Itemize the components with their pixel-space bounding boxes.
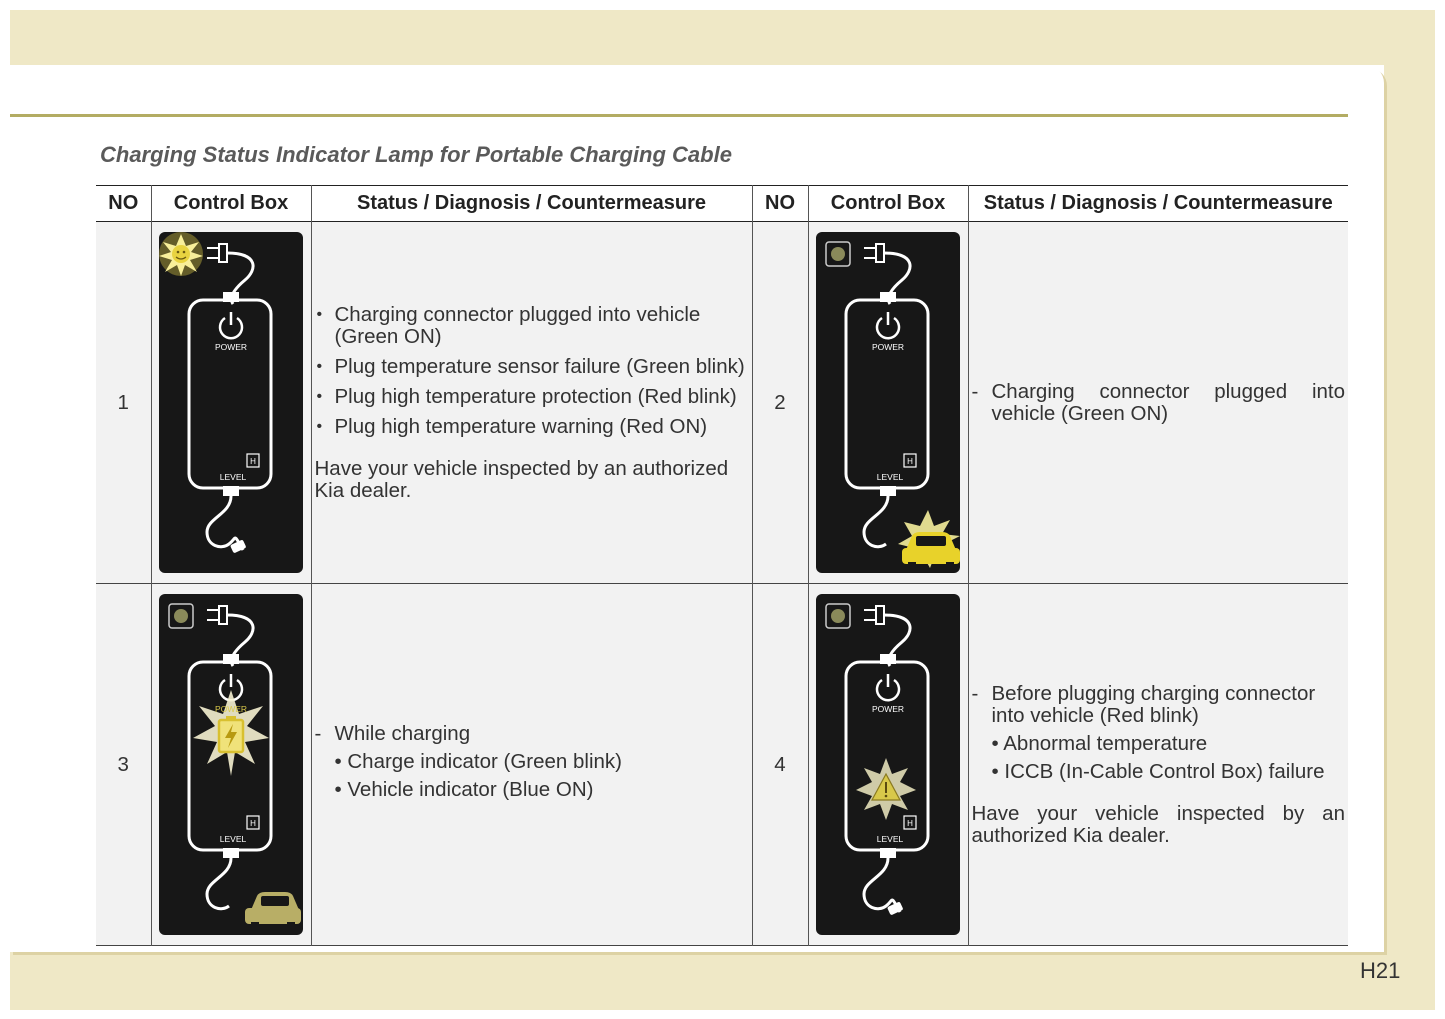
- list-item: • Vehicle indicator (Blue ON): [335, 779, 749, 801]
- header-status: Status / Diagnosis / Countermeasure: [311, 186, 752, 222]
- page-frame-top: [10, 10, 1435, 65]
- power-label: POWER: [214, 704, 248, 714]
- list-item: • Charging connector plugged into vehicle (Green ON): [315, 304, 749, 348]
- status-bullet-list: [315, 304, 749, 438]
- level-label: LEVEL: [219, 472, 247, 482]
- status-cell: [311, 222, 752, 584]
- header-rule: [10, 114, 1348, 117]
- power-label: POWER: [871, 704, 905, 714]
- table-row: [96, 222, 1348, 584]
- h-label: H: [907, 819, 913, 828]
- status-cell: [968, 584, 1348, 946]
- h-label: H: [250, 819, 256, 828]
- control-box-image: [151, 584, 311, 946]
- control-box-charging-illustration: [159, 594, 303, 935]
- header-status: Status / Diagnosis / Countermeasure: [968, 186, 1348, 222]
- h-label: H: [250, 457, 256, 466]
- status-line: - Before plugging charging connector into vehicle (Red blink): [972, 683, 1346, 727]
- list-item: • Charge indicator (Green blink): [335, 751, 749, 773]
- header-no: NO: [96, 186, 151, 222]
- status-cell: [311, 584, 752, 946]
- header-control-box: Control Box: [151, 186, 311, 222]
- page-frame-bottom: [10, 952, 1435, 1010]
- row-number: 1: [96, 222, 151, 584]
- page-number: H21: [1360, 958, 1401, 983]
- list-item: • Plug temperature sensor failure (Green blink): [315, 356, 749, 378]
- status-cell: [968, 222, 1348, 584]
- table-header-row: [96, 186, 1348, 222]
- table-row: [96, 584, 1348, 946]
- page-title: Charging Status Indicator Lamp for Portable Charging Cable: [100, 142, 732, 167]
- list-item: • ICCB (In-Cable Control Box) failure: [992, 761, 1346, 783]
- indicator-table: [96, 185, 1348, 946]
- row-number: 4: [752, 584, 808, 946]
- battery-icon: [219, 716, 243, 752]
- control-box-image: [808, 584, 968, 946]
- row-number: 3: [96, 584, 151, 946]
- header-no: NO: [752, 186, 808, 222]
- control-box-plug-warning-illustration: [159, 232, 303, 573]
- level-label: LEVEL: [219, 834, 247, 844]
- status-sub-list: [335, 751, 749, 801]
- status-line: - Charging connector plugged into vehicle (Green ON): [972, 381, 1346, 425]
- list-item: • Plug high temperature protection (Red blink): [315, 386, 749, 408]
- status-sub-list: [992, 733, 1346, 783]
- status-line: - While charging: [315, 723, 749, 745]
- header-control-box: Control Box: [808, 186, 968, 222]
- row-number: 2: [752, 222, 808, 584]
- control-box-fault-illustration: [816, 594, 960, 935]
- page-frame-right: [1384, 10, 1435, 1010]
- power-label: POWER: [214, 342, 248, 352]
- power-label: POWER: [871, 342, 905, 352]
- control-box-image: [151, 222, 311, 584]
- control-box-connected-illustration: [816, 232, 960, 573]
- control-box-image: [808, 222, 968, 584]
- level-label: LEVEL: [876, 472, 904, 482]
- list-item: • Abnormal temperature: [992, 733, 1346, 755]
- inspection-note: Have your vehicle inspected by an authorized Kia dealer.: [314, 456, 729, 502]
- list-item: • Plug high temperature warning (Red ON): [315, 416, 749, 438]
- level-label: LEVEL: [876, 834, 904, 844]
- h-label: H: [907, 457, 913, 466]
- inspection-note: Have your vehicle inspected by an authorized Kia dealer.: [971, 801, 1345, 847]
